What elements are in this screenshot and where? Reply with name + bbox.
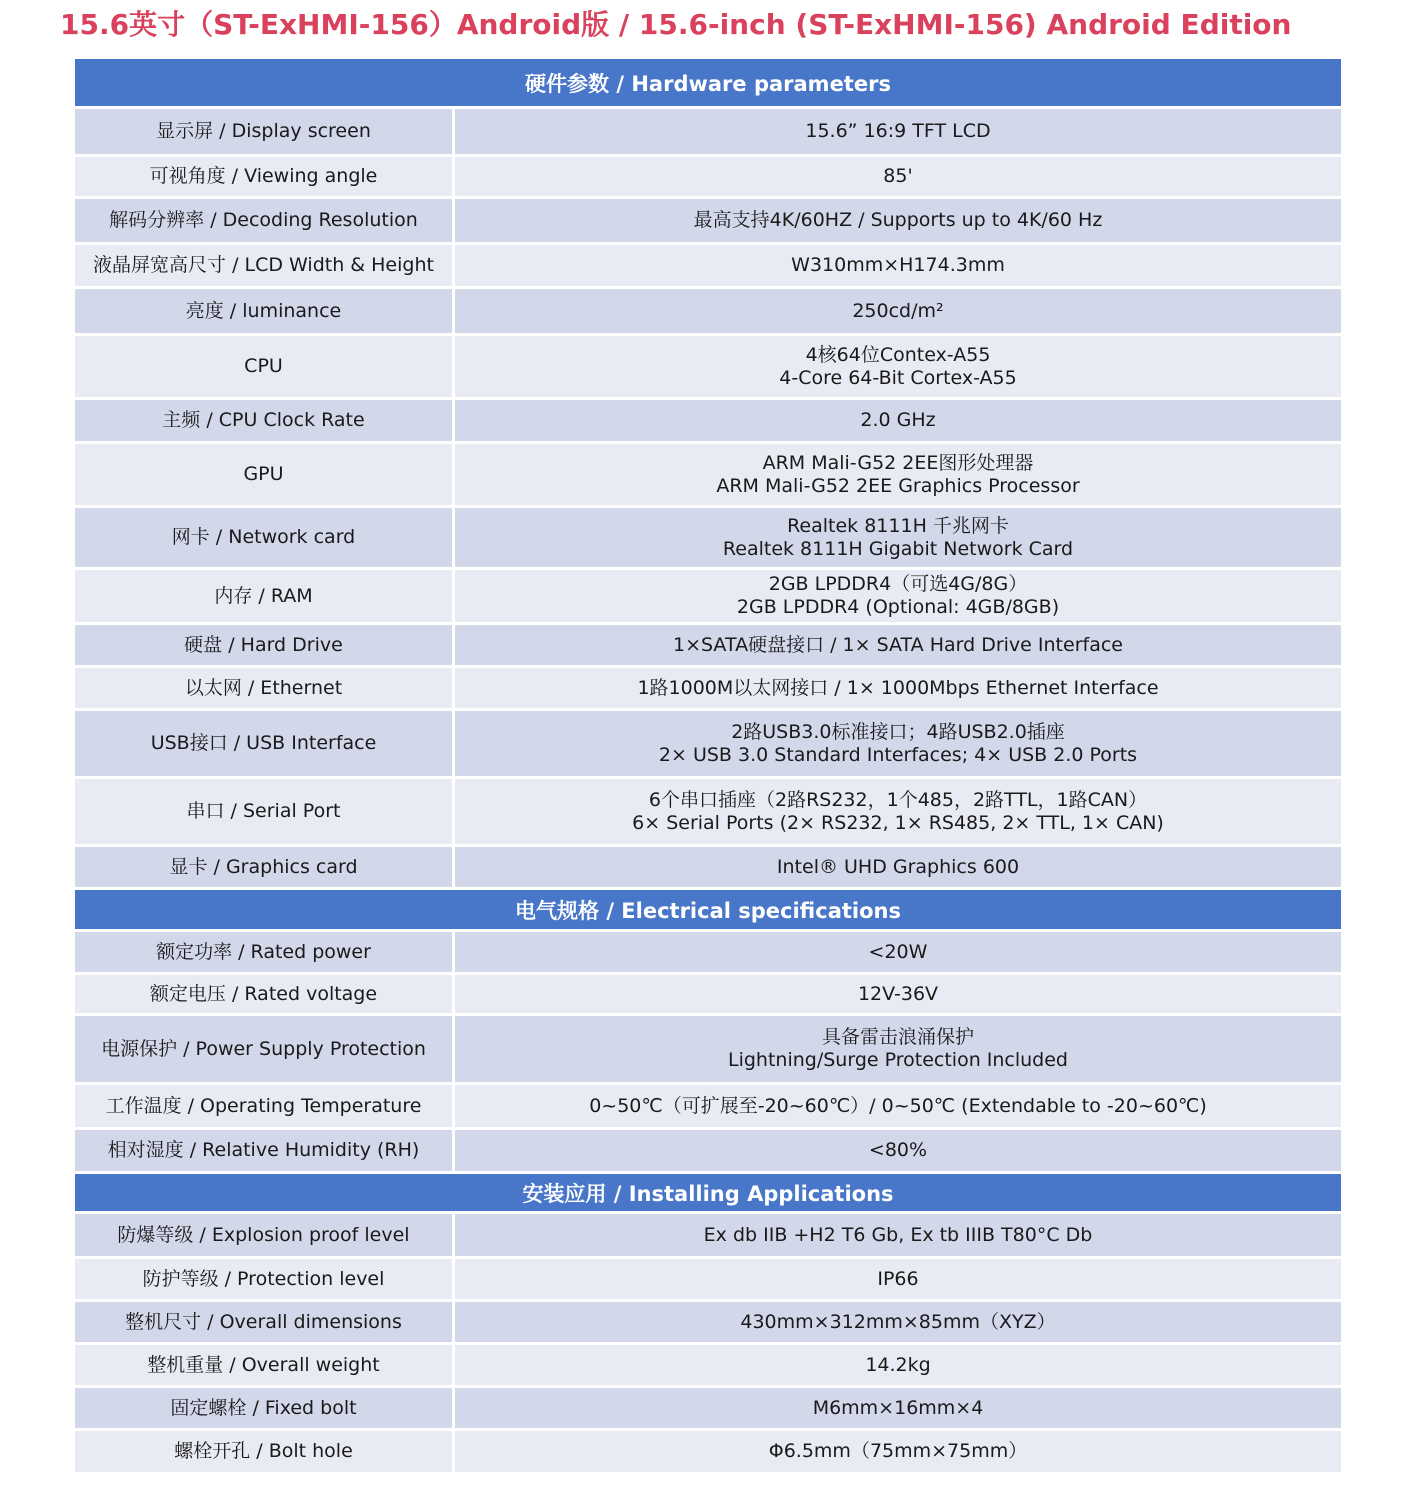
- spec-value-line: 1×SATA硬盘接口 / 1× SATA Hard Drive Interface: [673, 633, 1123, 656]
- section-header: 电气规格 / Electrical specifications: [75, 890, 1341, 932]
- spec-value: [455, 1085, 1341, 1127]
- spec-value-line: ARM Mali-G52 2EE Graphics Processor: [716, 474, 1080, 497]
- spec-value-line: 最高支持4K/60HZ / Supports up to 4K/60 Hz: [693, 209, 1103, 231]
- spec-value-line: 具备雷击浪涌保护: [821, 1026, 974, 1048]
- spec-value: [455, 779, 1341, 844]
- spec-label: 工作温度 / Operating Temperature: [75, 1085, 455, 1127]
- spec-row: [75, 109, 1341, 157]
- spec-value: [455, 1431, 1341, 1472]
- spec-value-line: Realtek 8111H Gigabit Network Card: [722, 537, 1074, 560]
- spec-row: [75, 1388, 1341, 1431]
- spec-label: GPU: [75, 444, 455, 505]
- spec-row: [75, 570, 1341, 625]
- spec-value-line: 1路1000M以太网接口 / 1× 1000Mbps Ethernet Interface: [637, 676, 1159, 699]
- spec-row: [75, 625, 1341, 668]
- spec-value-line: 430mm×312mm×85mm（XYZ）: [740, 1310, 1056, 1333]
- spec-label: 螺栓开孔 / Bolt hole: [75, 1431, 455, 1472]
- spec-row: [75, 199, 1341, 245]
- spec-value: [455, 1016, 1341, 1082]
- spec-label: 固定螺栓 / Fixed bolt: [75, 1388, 455, 1428]
- spec-value: [455, 932, 1341, 972]
- spec-row: [75, 779, 1341, 847]
- spec-value-line: Φ6.5mm（75mm×75mm）: [768, 1440, 1028, 1462]
- section-header: 硬件参数 / Hardware parameters: [75, 59, 1341, 109]
- spec-label: 额定电压 / Rated voltage: [75, 975, 455, 1013]
- spec-value-line: 2.0 GHz: [860, 409, 936, 431]
- spec-label: 可视角度 / Viewing angle: [75, 157, 455, 196]
- spec-row: [75, 847, 1341, 890]
- spec-label: 显卡 / Graphics card: [75, 847, 455, 887]
- spec-value-line: ARM Mali-G52 2EE图形处理器: [762, 451, 1034, 474]
- spec-label: 整机重量 / Overall weight: [75, 1345, 455, 1385]
- spec-row: [75, 1302, 1341, 1345]
- spec-row: [75, 245, 1341, 289]
- spec-value-line: 4核64位Contex-A55: [805, 343, 991, 366]
- spec-value: [455, 1388, 1341, 1428]
- spec-value: [455, 1302, 1341, 1342]
- spec-value-line: 14.2kg: [865, 1353, 931, 1376]
- spec-value-line: 6× Serial Ports (2× RS232, 1× RS485, 2× TTL, 1× CAN): [632, 811, 1164, 834]
- spec-value-line: 0~50℃（可扩展至-20~60℃）/ 0~50℃ (Extendable to -20~60℃): [589, 1094, 1207, 1117]
- spec-value: [455, 711, 1341, 776]
- spec-value-line: <20W: [868, 940, 928, 963]
- spec-value: [455, 245, 1341, 286]
- spec-value-line: 2路USB3.0标准接口；4路USB2.0插座: [731, 720, 1065, 743]
- spec-row: [75, 1130, 1341, 1174]
- spec-value-line: IP66: [877, 1267, 919, 1290]
- spec-value: [455, 109, 1341, 154]
- spec-row: [75, 157, 1341, 199]
- spec-label: 解码分辨率 / Decoding Resolution: [75, 199, 455, 242]
- spec-value-line: <80%: [868, 1139, 928, 1161]
- spec-value-line: 12V-36V: [857, 982, 939, 1005]
- spec-value-line: W310mm×H174.3mm: [791, 254, 1005, 276]
- spec-value: [455, 199, 1341, 242]
- spec-value-line: Lightning/Surge Protection Included: [728, 1049, 1068, 1071]
- spec-value-line: 250cd/m²: [852, 299, 944, 322]
- spec-label: 防护等级 / Protection level: [75, 1259, 455, 1299]
- spec-value: [455, 444, 1341, 505]
- spec-row: [75, 1431, 1341, 1475]
- spec-value: [455, 1345, 1341, 1385]
- spec-row: [75, 289, 1341, 336]
- spec-value: [455, 975, 1341, 1013]
- spec-value: [455, 1130, 1341, 1171]
- spec-value-line: 2GB LPDDR4（可选4G/8G）: [768, 573, 1028, 595]
- spec-row: [75, 711, 1341, 779]
- spec-value-line: 6个串口插座（2路RS232，1个485，2路TTL，1路CAN）: [648, 788, 1148, 811]
- spec-value: [455, 400, 1341, 441]
- spec-label: 显示屏 / Display screen: [75, 109, 455, 154]
- spec-label: 主频 / CPU Clock Rate: [75, 400, 455, 441]
- spec-label: 亮度 / luminance: [75, 289, 455, 333]
- spec-row: [75, 336, 1341, 400]
- spec-row: [75, 1259, 1341, 1302]
- spec-label: CPU: [75, 336, 455, 397]
- spec-value-line: Intel® UHD Graphics 600: [776, 855, 1020, 878]
- spec-value-line: 2GB LPDDR4 (Optional: 4GB/8GB): [736, 596, 1060, 618]
- spec-value: [455, 508, 1341, 567]
- spec-value: [455, 157, 1341, 196]
- spec-row: [75, 508, 1341, 570]
- spec-row: [75, 975, 1341, 1016]
- spec-label: 硬盘 / Hard Drive: [75, 625, 455, 665]
- spec-label: 防爆等级 / Explosion proof level: [75, 1214, 455, 1256]
- spec-row: [75, 1085, 1341, 1130]
- spec-row: [75, 444, 1341, 508]
- spec-value: [455, 668, 1341, 708]
- spec-label: 网卡 / Network card: [75, 508, 455, 567]
- spec-row: [75, 1214, 1341, 1259]
- spec-label: USB接口 / USB Interface: [75, 711, 455, 776]
- spec-label: 相对湿度 / Relative Humidity (RH): [75, 1130, 455, 1171]
- spec-value: [455, 625, 1341, 665]
- spec-label: 串口 / Serial Port: [75, 779, 455, 844]
- spec-value-line: 4-Core 64-Bit Cortex-A55: [779, 366, 1017, 389]
- spec-value-line: M6mm×16mm×4: [812, 1396, 984, 1419]
- spec-value: [455, 847, 1341, 887]
- spec-label: 内存 / RAM: [75, 570, 455, 622]
- spec-label: 液晶屏宽高尺寸 / LCD Width & Height: [75, 245, 455, 286]
- spec-label: 以太网 / Ethernet: [75, 668, 455, 708]
- spec-value-line: 85': [883, 165, 913, 187]
- spec-row: [75, 668, 1341, 711]
- spec-value: [455, 1259, 1341, 1299]
- spec-value-line: 2× USB 3.0 Standard Interfaces; 4× USB 2.0 Ports: [658, 743, 1138, 766]
- spec-row: [75, 400, 1341, 444]
- spec-row: [75, 932, 1341, 975]
- section-header: 安装应用 / Installing Applications: [75, 1174, 1341, 1214]
- spec-row: [75, 1345, 1341, 1388]
- spec-value-line: 15.6” 16:9 TFT LCD: [805, 120, 991, 142]
- page-title: 15.6英寸（ST-ExHMI-156）Android版 / 15.6-inch (ST-ExHMI-156) Android Edition: [60, 8, 1292, 41]
- spec-row: [75, 1016, 1341, 1085]
- spec-label: 额定功率 / Rated power: [75, 932, 455, 972]
- spec-label: 电源保护 / Power Supply Protection: [75, 1016, 455, 1082]
- spec-value: [455, 336, 1341, 397]
- spec-value-line: Ex db IIB +H2 T6 Gb, Ex tb IIIB T80°C Db: [703, 1223, 1093, 1246]
- spec-value: [455, 289, 1341, 333]
- spec-value: [455, 570, 1341, 622]
- spec-value: [455, 1214, 1341, 1256]
- spec-value-line: Realtek 8111H 千兆网卡: [787, 514, 1009, 537]
- spec-label: 整机尺寸 / Overall dimensions: [75, 1302, 455, 1342]
- spec-table: [75, 59, 1341, 1475]
